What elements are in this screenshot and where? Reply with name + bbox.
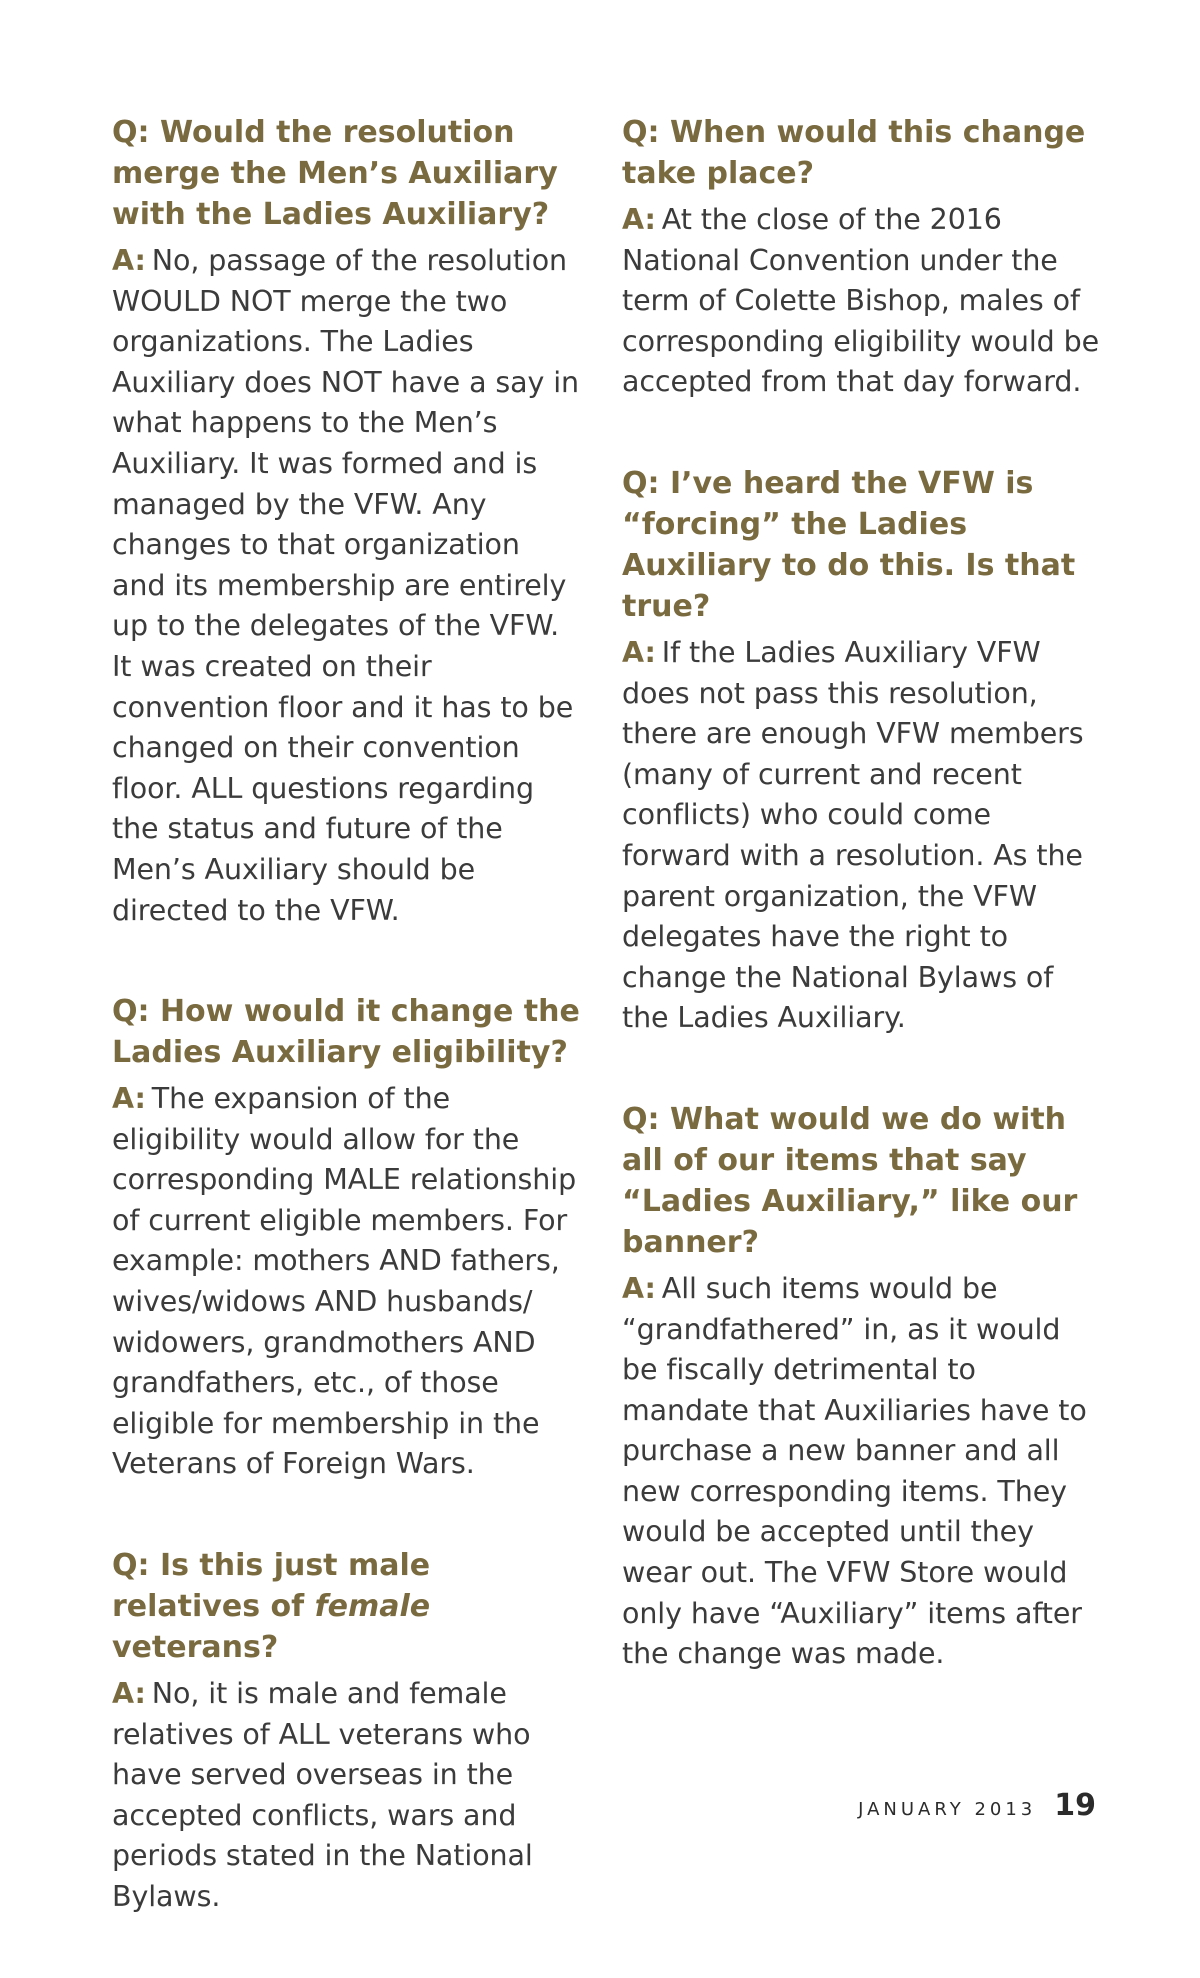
answer-text — [112, 1079, 582, 1485]
right-column — [622, 112, 1102, 1735]
answer-body: No, it is male and female relatives of ALL veterans who have served overseas in the accepted conflicts, wars and periods stated in the National Bylaws. — [112, 1677, 533, 1913]
answer-prefix: A: — [112, 244, 146, 277]
answer-body: All such items would be “grandfathered” in, as it would be fiscally detrimental to mandate that Auxiliaries have to purchase a new banner and all new corresponding items. They would be accepted until they wear out. The VFW Store would only have “Auxiliary” items after the change was made. — [622, 1271, 1087, 1671]
answer-text — [622, 1269, 1102, 1675]
answer-prefix: A: — [622, 1271, 656, 1305]
answer-body: The expansion of the eligibility would allow for the corresponding MALE relationship of current eligible members. For example: mothers AND fathers, wives/widows AND husbands/ widowers, grandmothers AND grandfathers, etc., of those eligible for membership in the Veterans of Foreign Wars. — [112, 1082, 577, 1481]
page-number: 19 — [1054, 1788, 1096, 1823]
answer-prefix: A: — [622, 635, 656, 669]
question-heading: Q: How would it change the Ladies Auxiliary eligibility? — [112, 994, 580, 1071]
question-heading — [112, 1545, 582, 1668]
qa-item — [622, 463, 1102, 1039]
question-heading: Q: I’ve heard the VFW is “forcing” the Ladies Auxiliary to do this. Is that true? — [622, 465, 1076, 624]
left-column — [112, 112, 582, 1978]
answer-prefix: A: — [112, 1677, 146, 1711]
answer-text — [622, 200, 1102, 403]
question-part: veterans? — [112, 1630, 279, 1666]
answer-prefix: A: — [622, 203, 656, 236]
question-part: Q: Is this just male relatives of — [112, 1548, 431, 1625]
question-heading: Q: When would this change take place? — [622, 115, 1086, 191]
qa-item — [112, 991, 582, 1485]
question-heading: Q: What would we do with all of our items that say “Ladies Auxiliary,” like our banner? — [622, 1101, 1078, 1260]
qa-item — [112, 1545, 582, 1918]
question-heading: Q: Would the resolution merge the Men’s Auxiliary with the Ladies Auxiliary? — [112, 115, 558, 232]
qa-item — [112, 112, 582, 931]
question-emphasis: female — [314, 1589, 431, 1625]
issue-date: JANUARY 2013 — [858, 1799, 1037, 1820]
answer-body: At the close of the 2016 National Convention under the term of Colette Bishop, males of corresponding eligibility would be accepted from that day forward. — [622, 203, 1100, 399]
answer-prefix: A: — [112, 1082, 146, 1116]
answer-body: If the Ladies Auxiliary VFW does not pass this resolution, there are enough VFW members (many of current and recent conflicts) who could come forward with a resolution. As the parent organization, the VFW delegates have the right to change the National Bylaws of the Ladies Auxiliary. — [622, 635, 1084, 1035]
qa-item — [622, 112, 1102, 403]
answer-text — [622, 633, 1102, 1039]
answer-text — [112, 241, 582, 931]
answer-body: No, passage of the resolution WOULD NOT merge the two organizations. The Ladies Auxiliary does NOT have a say in what happens to the Men’s Auxiliary. It was formed and is managed by the VFW. Any changes to that organization and its membership are entirely up to the delegates of the VFW. It was created on their convention floor and it has to be changed on their convention floor. ALL questions regarding the status and future of the Men’s Auxiliary should be directed to the VFW. — [112, 244, 580, 927]
page-footer — [858, 1788, 1096, 1823]
qa-item — [622, 1099, 1102, 1675]
answer-text — [112, 1674, 582, 1918]
